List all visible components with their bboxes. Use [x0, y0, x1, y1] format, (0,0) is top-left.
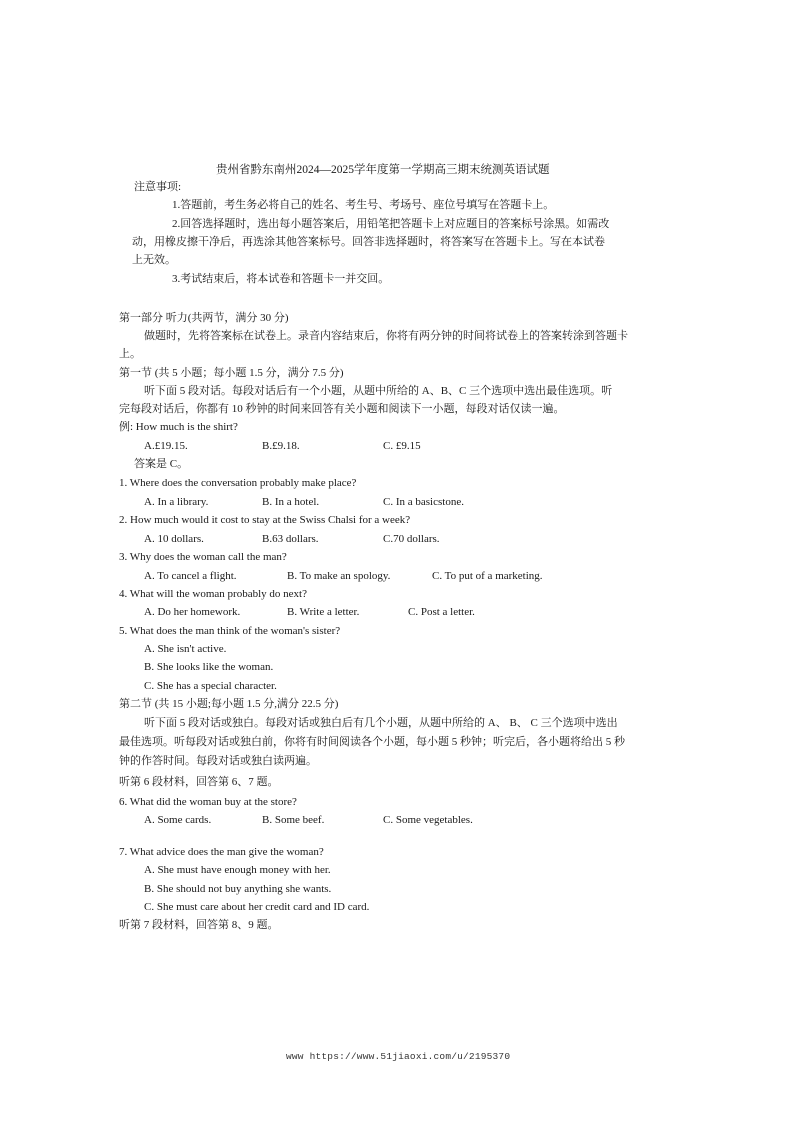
notice-item-2-line-3: 上无效。 — [132, 254, 176, 266]
question-7: 7. What advice does the man give the woman? — [119, 846, 324, 858]
question-1-option-c: C. In a basicstone. — [383, 496, 464, 508]
question-6-option-b: B. Some beef. — [262, 814, 325, 826]
part1-heading: 第一部分 听力(共两节，满分 30 分) — [119, 312, 289, 324]
question-2-option-c: C.70 dollars. — [383, 533, 440, 545]
material-6-heading: 听第 6 段材料，回答第 6、7 题。 — [119, 776, 279, 788]
example-option-b: B.£9.18. — [262, 440, 300, 452]
question-3-option-a: A. To cancel a flight. — [144, 570, 237, 582]
question-5-option-a: A. She isn't active. — [144, 643, 227, 655]
question-2: 2. How much would it cost to stay at the Swiss Chalsi for a week? — [119, 514, 411, 526]
notice-item-3: 3.考试结束后，将本试卷和答题卡一并交回。 — [172, 273, 390, 285]
notice-heading: 注意事项: — [134, 181, 182, 193]
section2-intro-line-1: 听下面 5 段对话或独白。每段对话或独白后有几个小题，从题中所给的 A、 B、 C 三个选项中选出 — [144, 717, 618, 729]
question-4-option-b: B. Write a letter. — [287, 606, 360, 618]
section2-intro-line-3: 钟的作答时间。每段对话或独白读两遍。 — [119, 755, 317, 767]
example-option-a: A.£19.15. — [144, 440, 188, 452]
question-3-option-b: B. To make an spology. — [287, 570, 391, 582]
question-3-option-c: C. To put of a marketing. — [432, 570, 543, 582]
question-2-option-a: A. 10 dollars. — [144, 533, 204, 545]
question-5: 5. What does the man think of the woman's sister? — [119, 625, 341, 637]
question-4-option-a: A. Do her homework. — [144, 606, 241, 618]
question-4-option-c: C. Post a letter. — [408, 606, 475, 618]
section1-intro-line-2: 完每段对话后，你都有 10 秒钟的时间来回答有关小题和阅读下一小题，每段对话仅读一遍。 — [119, 403, 565, 415]
question-1-option-a: A. In a library. — [144, 496, 209, 508]
question-2-option-b: B.63 dollars. — [262, 533, 319, 545]
example-option-c: C. £9.15 — [383, 440, 421, 452]
question-4: 4. What will the woman probably do next? — [119, 588, 307, 600]
question-3: 3. Why does the woman call the man? — [119, 551, 287, 563]
question-7-option-a: A. She must have enough money with her. — [144, 864, 331, 876]
question-1-option-b: B. In a hotel. — [262, 496, 320, 508]
question-6-option-a: A. Some cards. — [144, 814, 212, 826]
notice-item-1: 1.答题前，考生务必将自己的姓名、考生号、考场号、座位号填写在答题卡上。 — [172, 199, 555, 211]
section2-heading: 第二节 (共 15 小题;每小题 1.5 分,满分 22.5 分) — [119, 698, 339, 710]
question-7-option-b: B. She should not buy anything she wants. — [144, 883, 332, 895]
part1-intro-line-1: 做题时，先将答案标在试卷上。录音内容结束后，你将有两分钟的时间将试卷上的答案转涂到答题卡 — [144, 330, 628, 342]
question-1: 1. Where does the conversation probably make place? — [119, 477, 357, 489]
example-question: 例: How much is the shirt? — [119, 421, 238, 433]
question-6-option-c: C. Some vegetables. — [383, 814, 473, 826]
question-7-option-c: C. She must care about her credit card and ID card. — [144, 901, 370, 913]
exam-title: 贵州省黔东南州2024—2025学年度第一学期高三期末统测英语试题 — [216, 164, 550, 176]
footer-url: www https://www.51jiaoxi.com/u/2195370 — [286, 1051, 511, 1062]
notice-item-2-line-1: 2.回答选择题时，选出每小题答案后，用铅笔把答题卡上对应题目的答案标号涂黑。如需改 — [172, 218, 610, 230]
notice-item-2-line-2: 动，用橡皮擦干净后，再选涂其他答案标号。回答非选择题时，将答案写在答题卡上。写在本试卷 — [132, 236, 605, 248]
section1-heading: 第一节 (共 5 小题；每小题 1.5 分，满分 7.5 分) — [119, 367, 344, 379]
question-5-option-b: B. She looks like the woman. — [144, 661, 274, 673]
material-7-heading: 听第 7 段材料，回答第 8、9 题。 — [119, 919, 279, 931]
section1-intro-line-1: 听下面 5 段对话。每段对话后有一个小题，从题中所给的 A、B、C 三个选项中选出最佳选项。听 — [144, 385, 613, 397]
section2-intro-line-2: 最佳选项。听每段对话或独白前，你将有时间阅读各个小题，每小题 5 秒钟；听完后，各小题将给出 5 秒 — [119, 736, 625, 748]
question-5-option-c: C. She has a special character. — [144, 680, 277, 692]
question-6: 6. What did the woman buy at the store? — [119, 796, 297, 808]
part1-intro-line-2: 上。 — [119, 348, 141, 360]
example-answer: 答案是 C。 — [134, 458, 189, 470]
